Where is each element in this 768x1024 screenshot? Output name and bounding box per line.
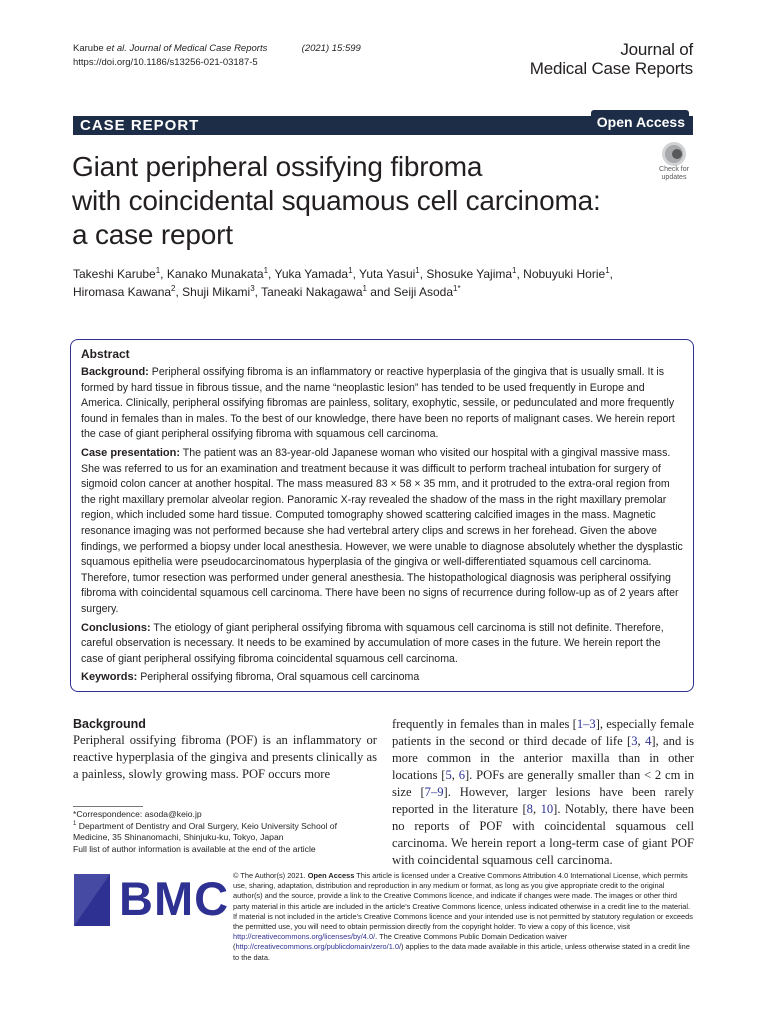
article-title (72, 150, 652, 252)
author-affiliation-mark: 2 (171, 284, 176, 293)
check-for-updates-badge[interactable] (654, 142, 694, 182)
abstract-background-text: Peripheral ossifying fibroma is an inflammatory or reactive hyperplasia of the gingiva that is usually small. It is formed by hard tissue in fibrous tissue, and the name “neoplastic lesion” has tended to be used frequently in Europe and America. Clinically, peripheral ossifying fibromas are painless, solitary, exophytic, sessile, or pedunculated and more frequently found in females than in males. To the best of our knowledge, there have been no reports of malignant cases. We herein report the case of giant peripheral ossifying fibroma with squamous cell carcinoma. (81, 366, 675, 441)
article-type-banner (73, 116, 693, 135)
cc-by-license-link[interactable]: http://creativecommons.org/licenses/by/4.0/ (233, 932, 376, 942)
author-name: Kanako Munakata (166, 267, 264, 281)
crossmark-label: Check for updates (659, 166, 689, 181)
abstract-case-presentation (81, 446, 683, 618)
body-left-column (73, 716, 377, 783)
author-affiliation-mark: 1 (512, 266, 517, 275)
author-name: Hiromasa Kawana (73, 285, 172, 299)
keywords-text: Peripheral ossifying fibroma, Oral squamous cell carcinoma (137, 671, 420, 684)
author-affiliation-mark: 1 (605, 266, 610, 275)
title-line-3: a case report (72, 219, 233, 250)
author-affiliation-mark: 1* (453, 284, 461, 293)
author-name: Yuka Yamada (274, 267, 349, 281)
footnotes (73, 806, 343, 855)
author-affiliation-mark: 1 (348, 266, 353, 275)
body-paragraph-left: Peripheral ossifying fibroma (POF) is an inflammatory or reactive hyperplasia of the gingiva and presents clinically as a painless, slowly growing mass. POF occurs more (73, 733, 377, 781)
abstract-conclusions-text: The etiology of giant peripheral ossifying fibroma with squamous cell carcinoma is still not definite. Therefore, careful observation is necessary. It needs to be examined by accumulation of more cases in the future. We herein report the case of giant peripheral ossifying fibroma coincidental squamous cell carcinoma. (81, 621, 664, 665)
abstract-case-text: The patient was an 83-year-old Japanese woman who visited our hospital with a gingival massive mass. She was referred to us for an examination and treatment because it was difficult to perform tracheal intubation for surgery of sigmoid colon cancer at another hospital. The mass measured 83 × 58 × 35 mm, and it protruded to the extra-oral region from the right maxillary premolar alveolar region. Panoramic X-ray revealed the shadow of the mass in the right maxillary premolar region, which included some hard tissue. Computed tomography showed scattering calcified images in the mass. Magnetic resonance imaging was not performed because she had vertebral artery clips and screws in her forehead. Given the above findings, we performed a biopsy under local anesthesia. However, we were unable to diagnose absolutely whether the dysplastic squamous epithelia were pseudocarcinomatous hyperplasia of the gingiva or well-differentiated squamous cell carcinoma. Therefore, tumor resection was performed under general anesthesia. The histopathological diagnosis was peripheral ossifying fibroma with coincidental squamous cell carcinoma. There have been no signs of recurrence during follow-up as of 2 years after surgery. (81, 446, 683, 615)
author-line-1: Takeshi Karube$^1$, Kanako Munakata$^1$, Yuka Yamada$^1$, Yuta Yasui$^1$, Shosuke Yajima$^1$, Nobuyuki Horie$^1$, (73, 266, 613, 281)
affiliation-note: $^1$ Department of Dentistry and Oral Surgery, Keio University School of Medicine, 35 Shinanomachi, Shinjuku-ku, Tokyo, Japan (73, 820, 337, 843)
bmc-logo (74, 872, 230, 926)
author-name: Seiji Asoda (393, 285, 454, 299)
cc-zero-license-link[interactable]: http://creativecommons.org/publicdomain/zero/1.0/ (235, 942, 402, 952)
citation-link[interactable]: 8 (526, 802, 533, 816)
running-header (73, 42, 361, 70)
citation-link[interactable]: 5 (445, 768, 452, 782)
citation-authors: Karube (73, 43, 107, 54)
author-affiliation-mark: 1 (362, 284, 367, 293)
abstract-background-label: Background: (81, 366, 149, 378)
abstract-box (70, 339, 694, 692)
bmc-logo-text: BMC (119, 872, 230, 925)
abstract-conclusions-label: Conclusions: (81, 621, 151, 634)
author-name: Taneaki Nakagawa (261, 285, 363, 299)
body-right-column (392, 716, 694, 869)
citation-link[interactable]: 7–9 (424, 785, 444, 799)
citation-link[interactable]: 1–3 (576, 717, 596, 731)
citation-journal: et al. Journal of Medical Case Reports (106, 43, 268, 54)
author-name: Shosuke Yajima (426, 267, 513, 281)
citation-link[interactable]: 10 (540, 802, 554, 816)
author-list (73, 265, 693, 301)
license-open-access: Open Access (307, 871, 355, 880)
author-name: Takeshi Karube (73, 267, 156, 281)
author-line-2: Hiromasa Kawana$^2$, Shuji Mikami$^3$, Taneaki Nakagawa$^1$ and Seiji Asoda$^{1*}$ (73, 284, 461, 299)
license-statement: © The Author(s) 2021. Open Access This article is licensed under a Creative Commons Attribution 4.0 International License, which permits use, sharing, adaptation, distribution and reproduction in any medium or format, as long as you give appropriate credit to the original author(s) and the source, provide a link to the Creative Commons licence, and indicate if changes were made. The images or other third party material in this article are included in the article’s Creative Commons licence, unless indicated otherwise in a credit line to the material. If material is not included in the article’s Creative Commons licence and your intended use is not permitted by statutory regulation or exceeds the permitted use, you will need to obtain permission directly from the copyright holder. To view a copy of this licence, visit http://creativecommons.org/licenses/by/4.0/. The Creative Commons Public Domain Dedication waiver (http://creativecommons.org/publicdomain/zero/1.0/) applies to the data made available in this article, unless otherwise stated in a credit line to the data. (233, 871, 693, 962)
author-name: Nobuyuki Horie (523, 267, 606, 281)
journal-name (530, 40, 693, 78)
author-name: Yuta Yasui (359, 267, 416, 281)
title-line-1: Giant peripheral ossifying fibroma (72, 151, 483, 182)
article-type-label: CASE REPORT (80, 117, 200, 134)
citation-link[interactable]: 6 (458, 768, 465, 782)
citation-line (73, 42, 361, 56)
author-affiliation-mark: 1 (415, 266, 420, 275)
journal-name-line2: Medical Case Reports (529, 59, 693, 78)
abstract-case-label: Case presentation: (81, 446, 181, 459)
title-line-2: with coincidental squamous cell carcinoma: (72, 185, 601, 216)
citation-year: (2021) 15:599 (301, 43, 361, 54)
full-author-info-note: Full list of author information is available at the end of the article (73, 843, 316, 854)
abstract-heading: Abstract (81, 347, 130, 361)
bmc-logo-mark-icon (74, 874, 110, 926)
citation-link[interactable]: 3 (631, 734, 638, 748)
author-name: Shuji Mikami (182, 285, 251, 299)
author-affiliation-mark: 1 (263, 266, 269, 275)
author-affiliation-mark: 1 (155, 266, 161, 275)
section-heading-background: Background (73, 717, 146, 731)
abstract-keywords (81, 670, 683, 686)
footnote-divider (73, 806, 143, 807)
doi-link[interactable]: https://doi.org/10.1186/s13256-021-03187-5 (73, 57, 258, 68)
open-access-badge: Open Access (591, 110, 689, 133)
body-paragraph-right: frequently in females than in males [1–3], especially female patients in the second or third decade of life [3, 4], and is more common in the anterior maxilla than in other locations [5, 6]. POFs are generally smaller than < 2 cm in size [7–9]. However, larger lesions have been rarely reported in the literature [8, 10]. Notably, there have been no reports of POF with coincidental squamous cell carcinoma. We herein report a long-term case of giant POF with coincidental squamous cell carcinoma. (392, 717, 695, 867)
keywords-label: Keywords: (81, 671, 138, 684)
abstract-background (81, 365, 683, 443)
crossmark-icon (662, 142, 686, 166)
abstract-conclusions (81, 621, 683, 668)
citation-link[interactable]: 4 (645, 734, 652, 748)
author-affiliation-mark: 3 (250, 284, 255, 293)
correspondence-note: *Correspondence: asoda@keio.jp (73, 809, 202, 819)
journal-name-line1: Journal of (620, 40, 693, 59)
